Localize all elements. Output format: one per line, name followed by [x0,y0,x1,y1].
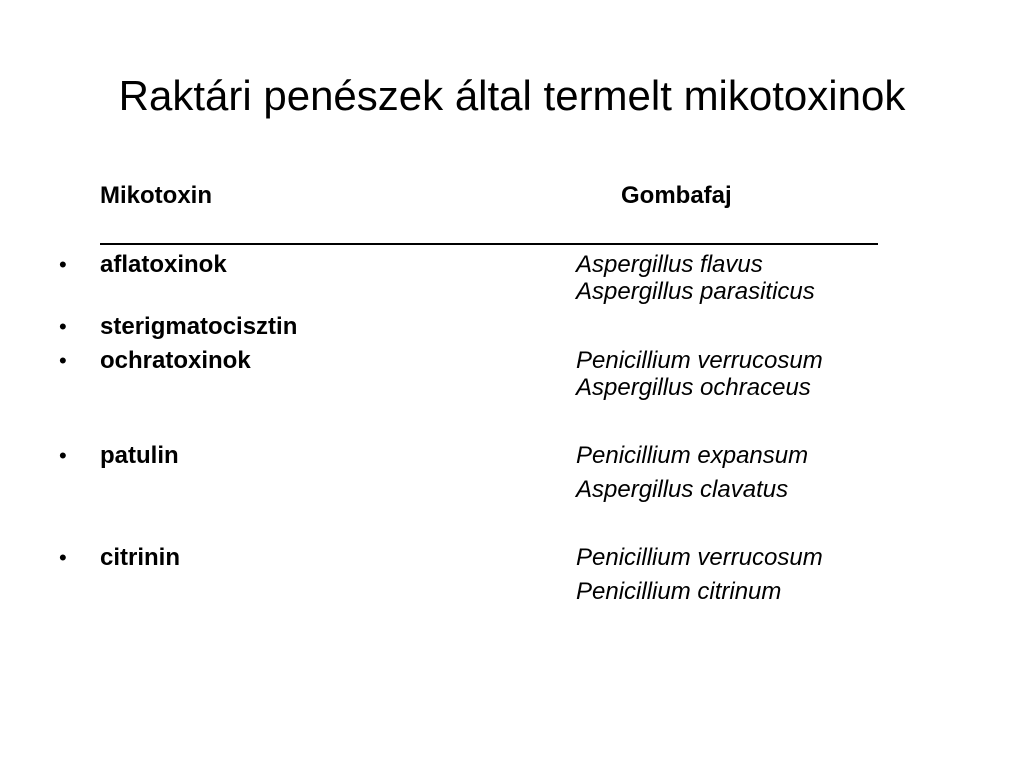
column-header-mikotoxin: Mikotoxin [100,182,212,209]
toxin-name: ochratoxinok [100,347,251,374]
slide-title: Raktári penészek által termelt mikotoxinok [118,72,906,119]
species-name: Aspergillus parasiticus [576,278,815,305]
bullet-marker: • [59,443,67,468]
species-name: Aspergillus clavatus [576,476,789,503]
toxin-name: patulin [100,442,179,469]
species-name: Aspergillus flavus [576,251,763,278]
bullet-marker: • [59,545,67,570]
toxin-name: citrinin [100,544,181,571]
species-name: Aspergillus ochraceus [576,374,811,401]
bullet-marker: • [59,252,67,277]
toxin-name: sterigmatocisztin [100,313,298,340]
header-divider-line [100,243,878,245]
species-name: Penicillium verrucosum [576,347,823,374]
bullet-marker: • [59,348,67,373]
toxin-name: aflatoxinok [100,251,227,278]
column-header-gombafaj: Gombafaj [621,182,732,209]
species-name: Penicillium verrucosum [576,544,823,571]
species-name: Penicillium citrinum [576,578,782,605]
species-name: Penicillium expansum [576,442,809,469]
bullet-marker: • [59,314,67,339]
